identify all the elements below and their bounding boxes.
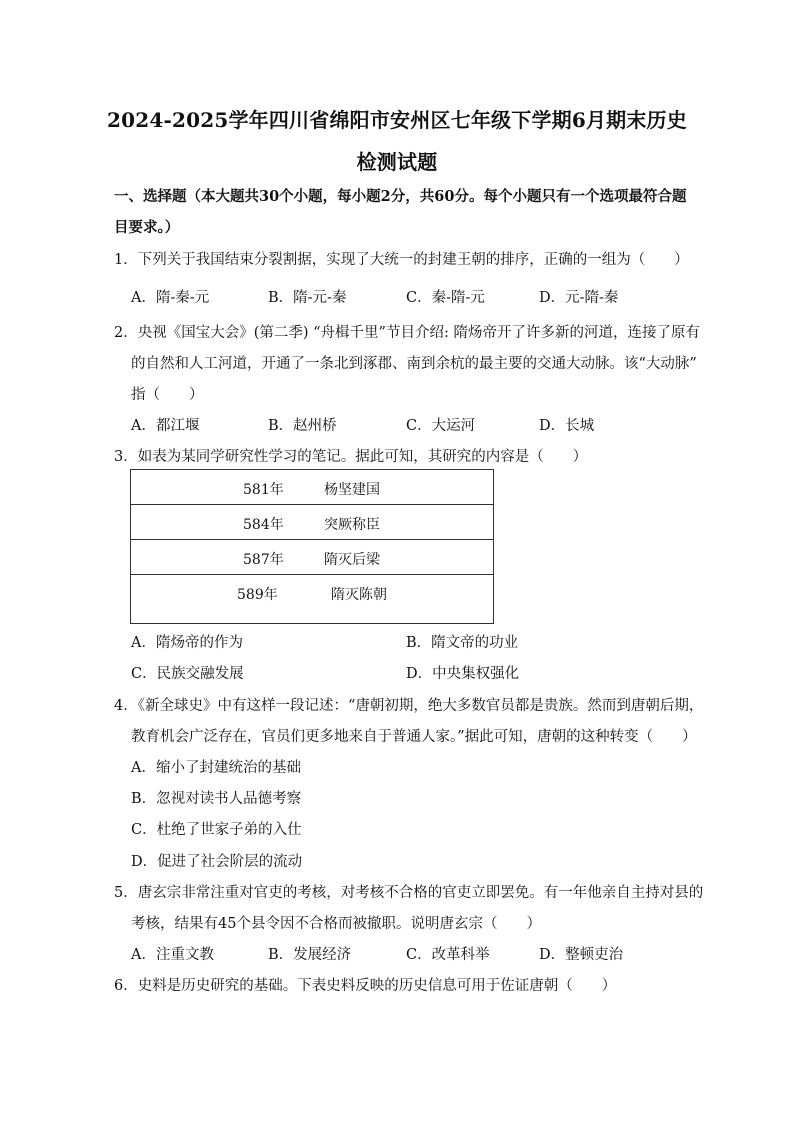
table-event: 杨坚建国: [324, 482, 380, 498]
table-event: 隋灭陈朝: [331, 587, 387, 603]
table-row: [131, 575, 494, 624]
section-heading: 一、选择题（本大题共30个小题，每小题2分，共60分。每个小题只有一个选项最符合题: [114, 188, 687, 205]
question-6-stem: 6．史料是历史研究的基础。下表史料反映的历史信息可用于佐证唐朝（ ）: [114, 978, 617, 994]
question-3-option-a[interactable]: A．隋炀帝的作为: [131, 635, 243, 651]
question-5-option-a[interactable]: A．注重文教: [131, 947, 214, 963]
question-3-option-d[interactable]: D．中央集权强化: [406, 666, 520, 682]
question-1-stem: 1．下列关于我国结束分裂割据，实现了大统一的封建王朝的排序，正确的一组为（ ）: [114, 252, 689, 268]
table-year: 584年: [243, 517, 284, 533]
exam-title-line-1: 2024-2025学年四川省绵阳市安州区七年级下学期6月期末历史: [107, 108, 687, 132]
table-row: [131, 540, 494, 575]
question-1-option-c[interactable]: C．秦-隋-元: [406, 290, 485, 306]
question-5-option-d[interactable]: D．整顿吏治: [539, 947, 624, 963]
study-notes-table: [130, 469, 494, 624]
question-5-stem: 5．唐玄宗非常注重对官吏的考核，对考核不合格的官吏立即罢免。有一年他亲自主持对县的: [114, 885, 704, 901]
table-row: [131, 505, 494, 540]
question-5-stem-cont: 考核，结果有45个县令因不合格而被撤职。说明唐玄宗（ ）: [131, 916, 541, 932]
exam-title-line-2: 检测试题: [356, 150, 438, 174]
question-5-option-c[interactable]: C．改革科举: [406, 947, 490, 963]
question-2-option-a[interactable]: A．都江堰: [131, 418, 200, 434]
section-heading-cont: 目要求。）: [114, 219, 180, 236]
question-2-stem-end: 指（ ）: [131, 387, 204, 403]
question-3-stem: 3．如表为某同学研究性学习的笔记。据此可知，其研究的内容是（ ）: [114, 449, 588, 465]
question-2-option-b[interactable]: B．赵州桥: [268, 418, 337, 434]
question-2-stem: 2．央视《国宝大会》(第二季) “舟楫千里”节目介绍: 隋炀帝开了许多新的河道，连接了原有: [114, 325, 700, 341]
question-1-option-d[interactable]: D．元-隋-秦: [539, 290, 619, 306]
table-row: [131, 470, 494, 505]
question-4-option-c[interactable]: C．杜绝了世家子弟的入仕: [131, 822, 302, 838]
table-event: 隋灭后梁: [324, 552, 380, 568]
question-5-option-b[interactable]: B．发展经济: [268, 947, 352, 963]
question-4-stem: 4．《新全球史》中有这样一段记述：“唐朝初期，绝大多数官员都是贵族。然而到唐朝后期，: [114, 698, 704, 714]
table-year: 587年: [243, 552, 284, 568]
table-year: 581年: [243, 482, 284, 498]
question-4-option-d[interactable]: D．促进了社会阶层的流动: [131, 854, 303, 870]
question-3-option-c[interactable]: C．民族交融发展: [131, 666, 244, 682]
question-2-option-d[interactable]: D．长城: [539, 418, 595, 434]
question-4-option-b[interactable]: B．忽视对读书人品德考察: [131, 791, 302, 807]
question-3-option-b[interactable]: B．隋文帝的功业: [406, 635, 519, 651]
question-2-option-c[interactable]: C．大运河: [406, 418, 476, 434]
question-1-option-a[interactable]: A．隋-秦-元: [131, 290, 210, 306]
question-4-stem-cont: 教育机会广泛存在，官员们更多地来自于普通人家。”据此可知，唐朝的这种转变（ ）: [131, 729, 697, 745]
question-2-stem-cont: 的自然和人工河道，开通了一条北到涿郡、南到余杭的最主要的交通大动脉。该“大动脉”: [131, 356, 697, 372]
table-year: 589年: [237, 587, 278, 603]
table-event: 突厥称臣: [324, 517, 380, 533]
question-4-option-a[interactable]: A．缩小了封建统治的基础: [131, 760, 301, 776]
question-1-option-b[interactable]: B．隋-元-秦: [268, 290, 347, 306]
